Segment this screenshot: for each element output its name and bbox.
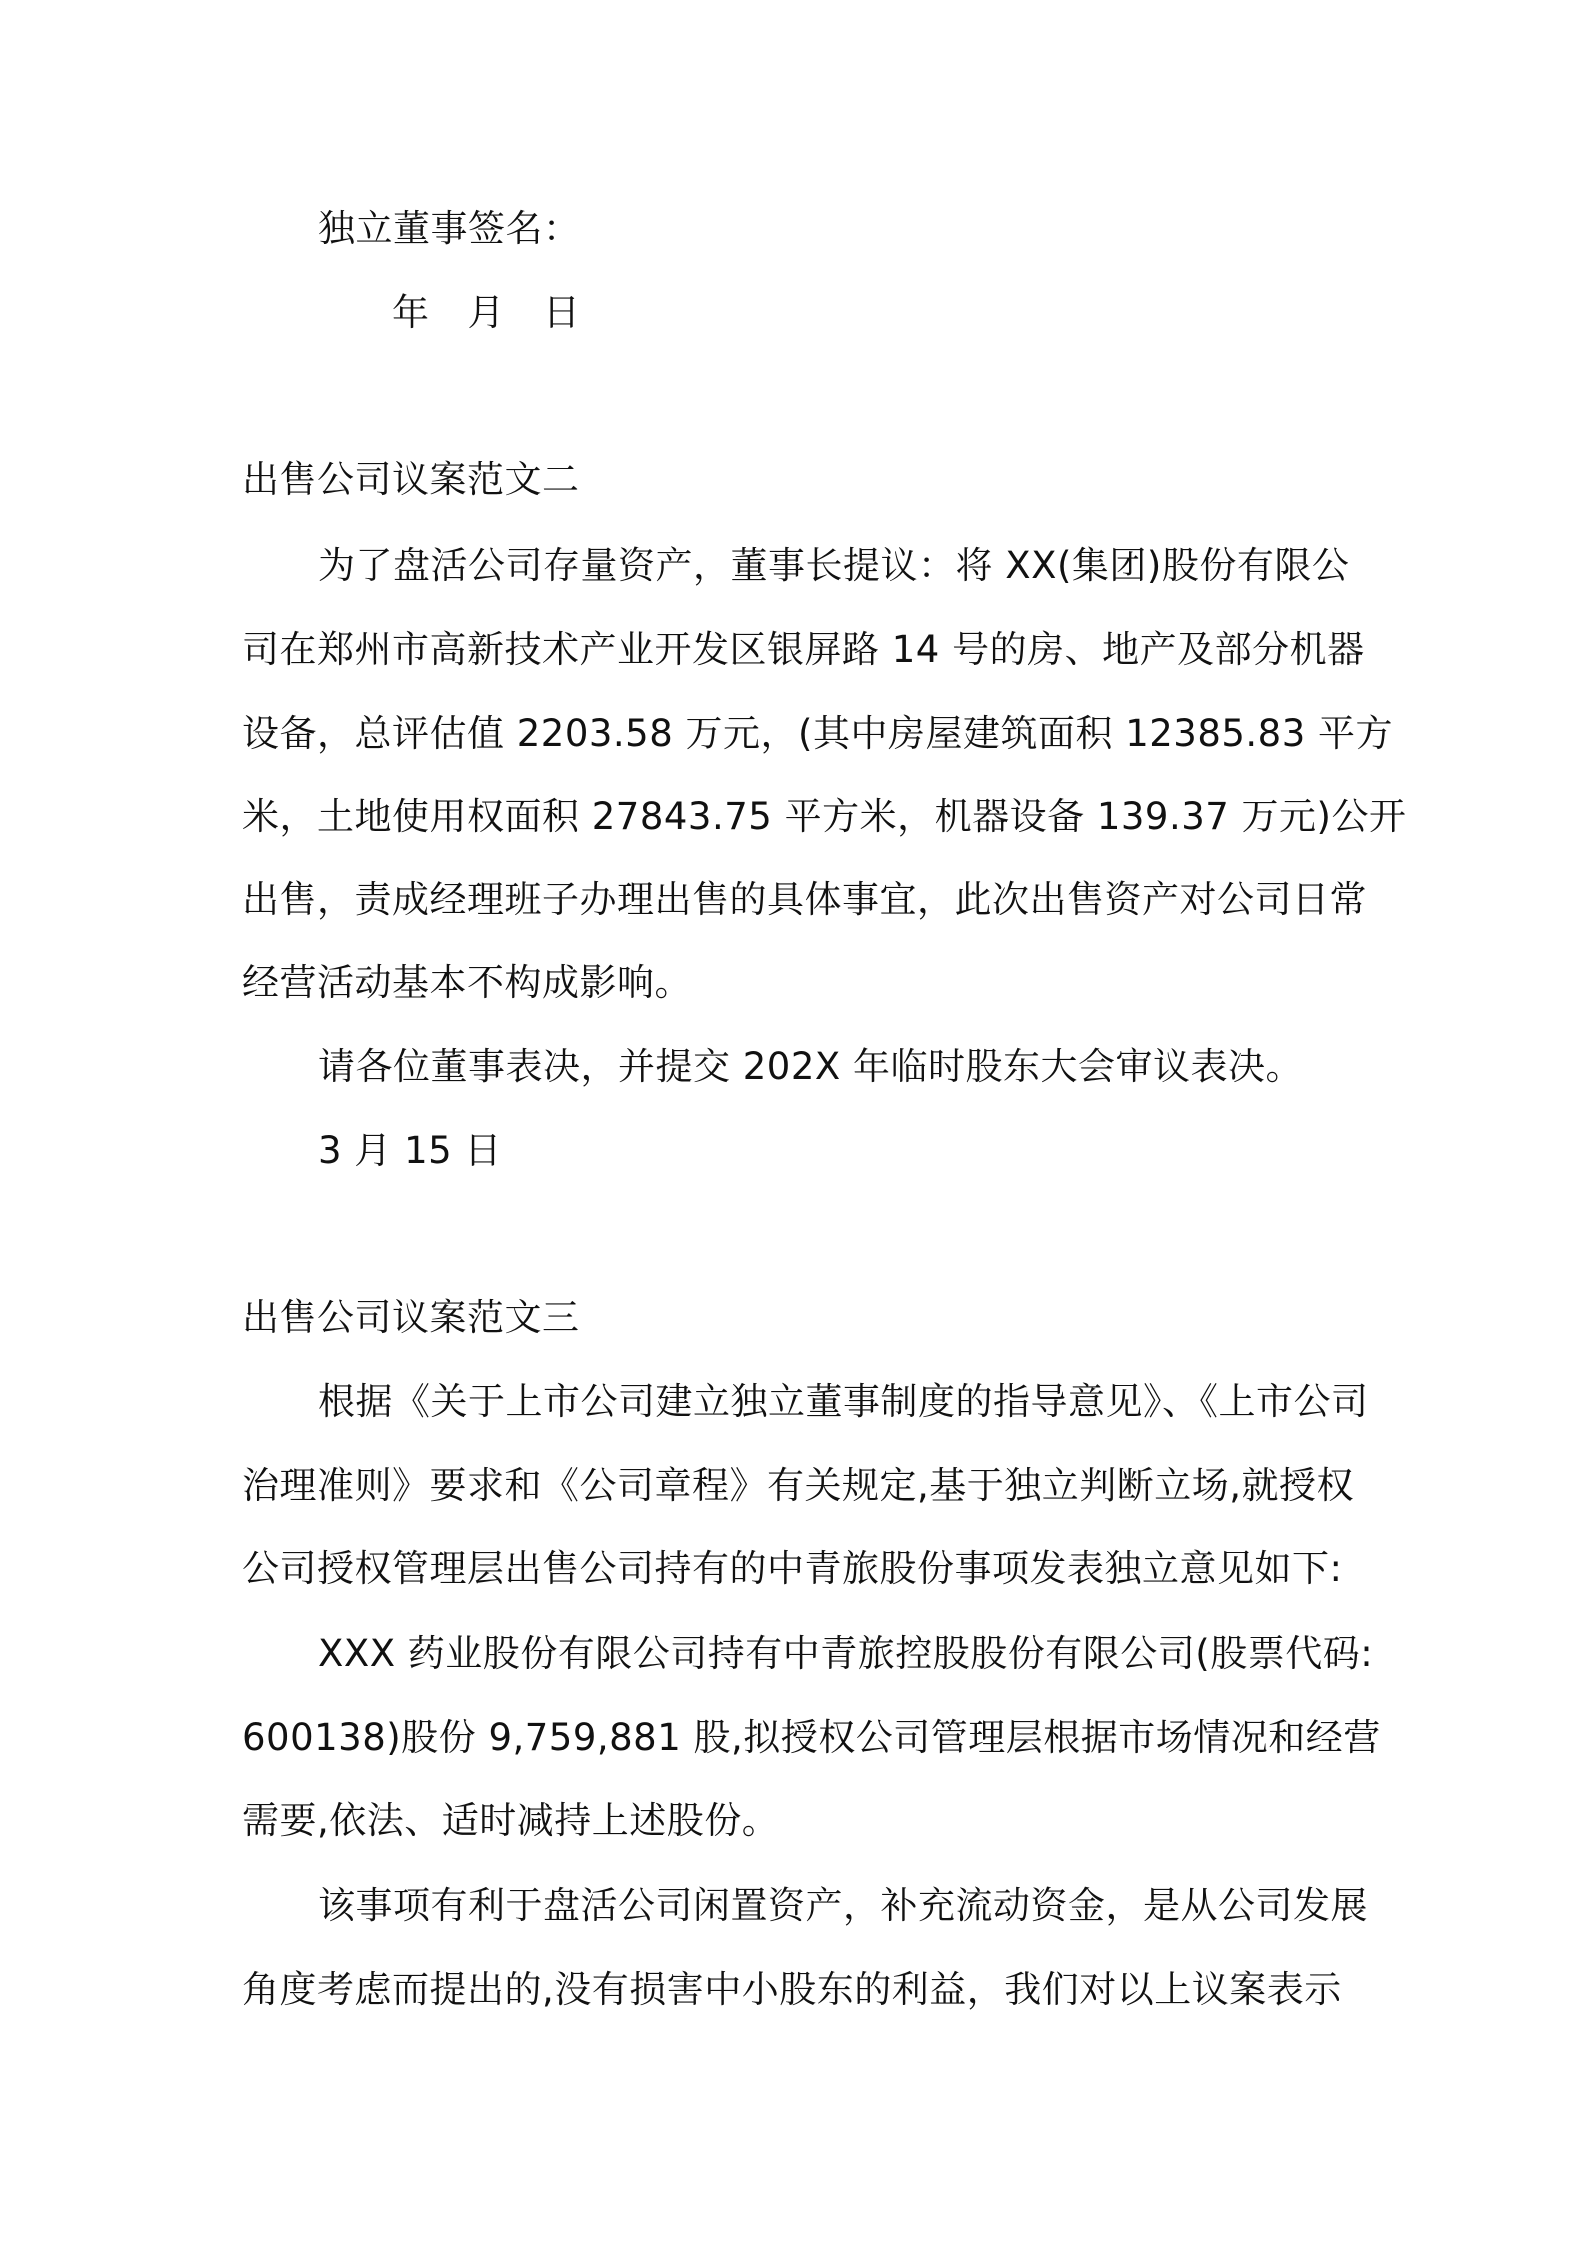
section2-p1-line: 出售，责成经理班子办理出售的具体事宜，此次出售资产对公司日常 — [242, 878, 1367, 921]
section3-p2-line: XXX 药业股份有限公司持有中青旅控股股份有限公司(股票代码: — [318, 1632, 1374, 1675]
signature-date — [392, 289, 1512, 337]
section2-p1-line: 司在郑州市高新技术产业开发区银屏路 14 号的房、地产及部分机器 — [242, 628, 1365, 671]
section3-p1-line: 公司授权管理层出售公司持有的中青旅股份事项发表独立意见如下: — [242, 1547, 1343, 1590]
section2-p1-line: 经营活动基本不构成影响。 — [242, 961, 692, 1004]
section2-p2: 请各位董事表决，并提交 202X 年临时股东大会审议表决。 — [318, 1045, 1303, 1088]
section3-p1-line: 根据《关于上市公司建立独立董事制度的指导意见》、《上市公司 — [318, 1380, 1369, 1423]
section2-title: 出售公司议案范文二 — [242, 458, 580, 501]
section2-date: 3 月 15 日 — [318, 1129, 502, 1172]
section3-p2-line: 600138)股份 9,759,881 股,拟授权公司管理层根据市场情况和经营 — [242, 1716, 1381, 1759]
section2-p1-line: 为了盘活公司存量资产，董事长提议：将 XX(集团)股份有限公 — [318, 544, 1350, 587]
section2-p1-line: 设备，总评估值 2203.58 万元，(其中房屋建筑面积 12385.83 平方 — [242, 712, 1394, 755]
day-label: 日 — [543, 291, 581, 334]
section3-title: 出售公司议案范文三 — [242, 1296, 580, 1339]
section2-p1-line: 米，土地使用权面积 27843.75 平方米，机器设备 139.37 万元)公开 — [242, 795, 1407, 838]
year-label: 年 — [392, 291, 430, 334]
signature-label: 独立董事签名： — [318, 207, 581, 250]
section3-p1-line: 治理准则》要求和《公司章程》有关规定,基于独立判断立场,就授权 — [242, 1464, 1355, 1507]
month-label: 月 — [467, 291, 505, 334]
section3-p3-line: 该事项有利于盘活公司闲置资产，补充流动资金，是从公司发展 — [318, 1884, 1368, 1927]
section3-p2-line: 需要,依法、适时减持上述股份。 — [242, 1799, 780, 1842]
section3-p3-line: 角度考虑而提出的,没有损害中小股东的利益，我们对以上议案表示 — [242, 1968, 1342, 2011]
